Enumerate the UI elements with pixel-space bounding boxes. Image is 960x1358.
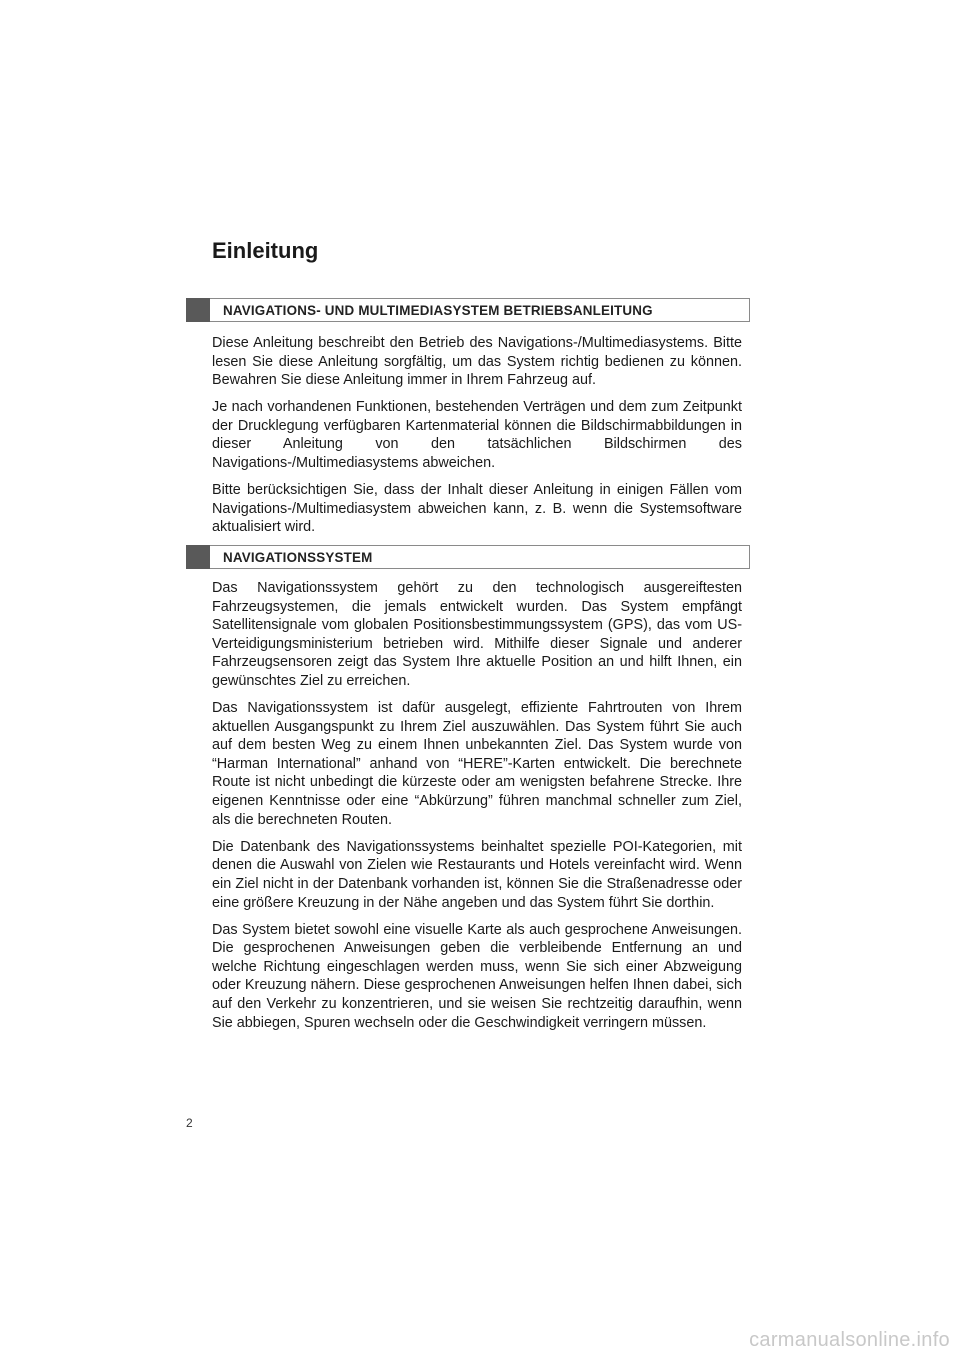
paragraph: Die Datenbank des Navigationssystems beinhaltet spezielle POI-Kategorien, mit denen die Auswahl von Zielen wie Restaurants und Hotels vereinfacht wird. Wenn ein Ziel nicht in der Datenbank vorhanden ist, können Sie die Straßenadresse oder eine größere Kreuzung in der Nähe angeben und das System führt Sie dorthin. bbox=[212, 838, 742, 911]
paragraph: Bitte berücksichtigen Sie, dass der Inhalt dieser Anleitung in einigen Fällen vom Navigations-/Multimediasystem abweichen kann, z. B. wenn die Systemsoftware aktualisiert wird. bbox=[212, 482, 742, 536]
section-body-betriebsanleitung bbox=[212, 334, 742, 545]
watermark: carmanualsonline.info bbox=[749, 1329, 950, 1351]
paragraph: Das Navigationssystem ist dafür ausgelegt, effiziente Fahrtrouten von Ihrem aktuellen Ausgangspunkt zu Ihrem Ziel auszuwählen. Das System führt Sie auch auf dem besten Weg zu einem Ihnen unbekannten Ziel. Das System wurde von “Harman International” anhand von “HERE”-Karten entwickelt. Die berechnete Route ist nicht unbedingt die kürzeste oder am wenigsten befahrene Strecke. Ihre eigenen Kenntnisse oder eine “Abkürzung” führen manchmal schneller zum Ziel, als die berechneten Routen. bbox=[212, 700, 742, 828]
paragraph: Das Navigationssystem gehört zu den technologisch ausgereiftesten Fahrzeugsystemen, die jemals entwickelt wurden. Das System empfängt Satellitensignale vom globalen Positionsbestimmungssystem (GPS), das vom US-Verteidigungsministerium betrieben wird. Mithilfe dieser Signale und anderer Fahrzeugsensoren zeigt das System Ihre aktuelle Position an und hilft Ihnen, ein gewünschtes Ziel zu erreichen. bbox=[212, 580, 742, 689]
section-marker bbox=[186, 298, 210, 322]
section-header-label: NAVIGATIONSSYSTEM bbox=[223, 549, 373, 565]
page-title: Einleitung bbox=[212, 238, 319, 263]
paragraph: Je nach vorhandenen Funktionen, bestehenden Verträgen und dem zum Zeitpunkt der Drucklegung verfügbaren Kartenmaterial können die Bildschirmabbildungen in dieser Anleitung von den tatsächlichen Bildschirmen des Navigations-/Multimediasystems abweichen. bbox=[212, 399, 742, 472]
section-header-navigationssystem bbox=[186, 545, 750, 569]
section-body-navigationssystem bbox=[212, 579, 742, 1041]
page-number: 2 bbox=[186, 1116, 193, 1130]
paragraph: Das System bietet sowohl eine visuelle Karte als auch gesprochene Anweisungen. Die gesprochenen Anweisungen geben die verbleibende Entfernung an und welche Richtung eingeschlagen werden muss, wenn Sie sich einer Abzweigung oder Kreuzung nähern. Diese gesprochenen Anweisungen helfen Ihnen dabei, sich auf den Verkehr zu konzentrieren, und sie weisen Sie rechtzeitig daraufhin, wenn Sie abbiegen, Spuren wechseln oder die Geschwindigkeit verringern müssen. bbox=[212, 921, 742, 1031]
paragraph: Diese Anleitung beschreibt den Betrieb des Navigations-/Multimediasystems. Bitte lesen Sie diese Anleitung sorgfältig, um das System richtig bedienen zu können. Bewahren Sie diese Anleitung immer in Ihrem Fahrzeug auf. bbox=[212, 335, 742, 389]
section-marker bbox=[186, 545, 210, 569]
section-header-betriebsanleitung bbox=[186, 298, 750, 322]
section-header-label: NAVIGATIONS- UND MULTIMEDIASYSTEM BETRIEBSANLEITUNG bbox=[223, 302, 653, 318]
